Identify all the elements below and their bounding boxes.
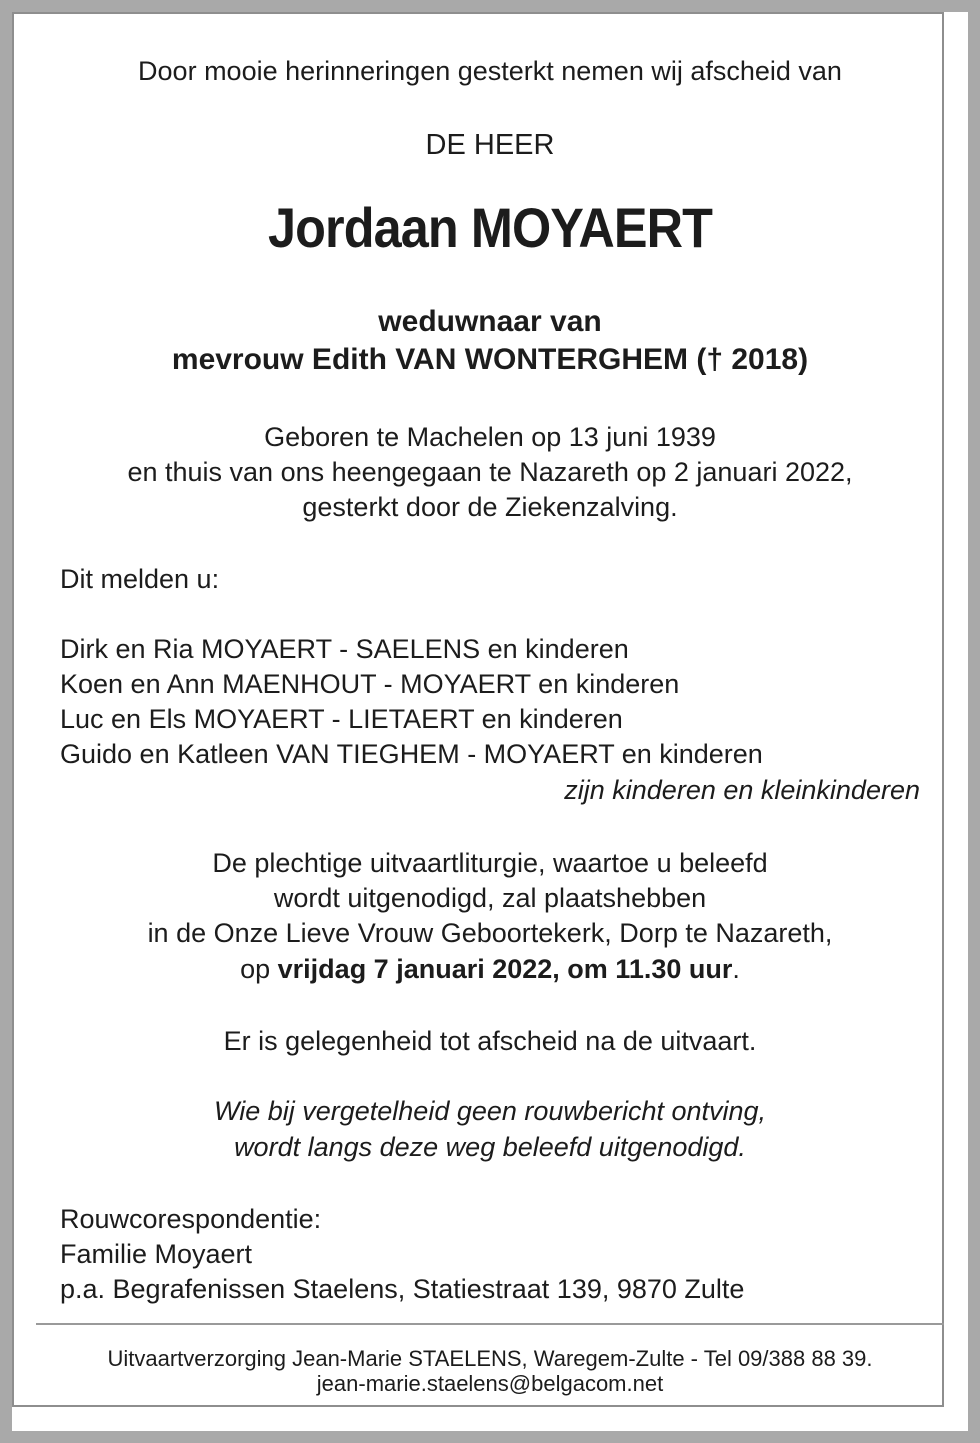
widower-line-2: mevrouw Edith VAN WONTERGHEM († 2018) [171, 343, 809, 376]
family-line: Koen en Ann MAENHOUT - MOYAERT en kinderen [60, 669, 680, 699]
intro-text: Door mooie herinneringen gesterkt nemen wij afscheid van [138, 56, 842, 86]
ceremony-suffix: . [732, 954, 740, 984]
notice-line-1: Wie bij vergetelheid geen rouwbericht ontving, [213, 1096, 767, 1126]
honorific-title: DE HEER [425, 129, 555, 161]
family-caption: zijn kinderen en kleinkinderen [564, 775, 920, 805]
ceremony-prefix: op [240, 954, 278, 984]
correspondence-address: p.a. Begrafenissen Staelens, Statiestraat 139, 9870 Zulte [60, 1274, 745, 1304]
born-line-1: Geboren te Machelen op 13 juni 1939 [264, 422, 716, 452]
footer-undertaker: Uitvaartverzorging Jean-Marie STAELENS, Waregem-Zulte - Tel 09/388 88 39. [107, 1346, 873, 1371]
ceremony-date: vrijdag 7 januari 2022, om 11.30 uur [277, 954, 733, 984]
deceased-name: Jordaan MOYAERT [268, 196, 712, 259]
born-line-3: gesterkt door de Ziekenzalving. [302, 492, 678, 522]
footer-email[interactable]: jean-marie.staelens@belgacom.net [316, 1371, 664, 1396]
ceremony-line-1: De plechtige uitvaartliturgie, waartoe u beleefd [212, 848, 768, 878]
farewell-text: Er is gelegenheid tot afscheid na de uitvaart. [223, 1026, 757, 1056]
footer-divider [36, 1323, 944, 1325]
notice-line-2: wordt langs deze weg beleefd uitgenodigd. [234, 1132, 746, 1162]
born-line-2: en thuis van ons heengegaan te Nazareth op 2 januari 2022, [127, 457, 853, 487]
announce-label: Dit melden u: [60, 564, 220, 594]
correspondence-name: Familie Moyaert [60, 1239, 253, 1269]
family-line: Guido en Katleen VAN TIEGHEM - MOYAERT en kinderen [60, 739, 763, 769]
ceremony-line-3: in de Onze Lieve Vrouw Geboortekerk, Dorp te Nazareth, [147, 918, 833, 948]
correspondence-label: Rouwcorespondentie: [60, 1204, 322, 1234]
ceremony-line-2: wordt uitgenodigd, zal plaatshebben [273, 883, 707, 913]
family-line: Dirk en Ria MOYAERT - SAELENS en kinderen [60, 634, 629, 664]
family-line: Luc en Els MOYAERT - LIETAERT en kinderen [60, 704, 623, 734]
widower-line-1: weduwnaar van [378, 305, 602, 338]
ceremony-date-line [0, 952, 980, 987]
